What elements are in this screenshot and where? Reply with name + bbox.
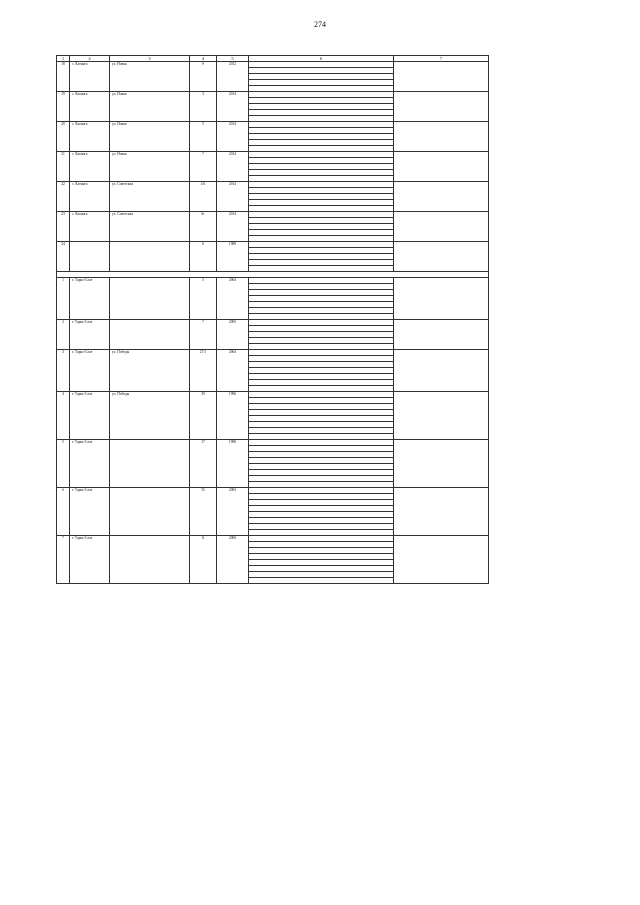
street-cell [110, 242, 190, 272]
work-code-cell [394, 440, 489, 488]
repair-register-table [56, 55, 489, 584]
house-number-cell: 11 [190, 536, 217, 584]
work-code-cell [394, 278, 489, 320]
year-cell: 2012 [217, 62, 249, 92]
row-number-cell: 21 [57, 152, 70, 182]
row-number-cell: 22 [57, 182, 70, 212]
settlement-cell: г. Тарко-Сале [70, 536, 110, 584]
street-cell: ул. Советская [110, 212, 190, 242]
year-cell: 2004 [217, 278, 249, 320]
street-cell: ул. Новая [110, 62, 190, 92]
work-item-cell [249, 578, 394, 584]
year-cell: 1996 [217, 392, 249, 440]
house-number-cell: 5 [190, 278, 217, 320]
row-number-cell: 7 [57, 536, 70, 584]
street-cell [110, 440, 190, 488]
house-number-cell: 3 [190, 92, 217, 122]
work-code-cell [394, 350, 489, 392]
column-number: 5 [217, 56, 249, 62]
street-cell: ул. Новая [110, 122, 190, 152]
register-body [57, 56, 489, 584]
row-number-cell: 3 [57, 350, 70, 392]
house-number-cell: 6г [190, 212, 217, 242]
house-number-cell: 7 [190, 152, 217, 182]
column-number: 1 [57, 56, 70, 62]
column-number: 2 [70, 56, 110, 62]
year-cell: 1989 [217, 242, 249, 272]
work-code-cell [394, 488, 489, 536]
row-number-cell: 4 [57, 392, 70, 440]
work-code-cell [394, 92, 489, 122]
year-cell: 2003 [217, 488, 249, 536]
row-number-cell: 2 [57, 320, 70, 350]
settlement-cell: г. Тарко-Сале [70, 488, 110, 536]
work-code-cell [394, 152, 489, 182]
street-cell [110, 320, 190, 350]
page-number: 274 [314, 20, 326, 29]
work-code-cell [394, 122, 489, 152]
settlement-cell: г. Тарко-Сале [70, 350, 110, 392]
work-code-cell [394, 392, 489, 440]
work-code-cell [394, 320, 489, 350]
row-number-cell: 24 [57, 242, 70, 272]
house-number-cell: 6 [190, 242, 217, 272]
year-cell: 2004 [217, 350, 249, 392]
street-cell: ул. Победы [110, 350, 190, 392]
settlement-cell: с. Катанга [70, 62, 110, 92]
work-code-cell [394, 242, 489, 272]
row-number-cell: 20 [57, 122, 70, 152]
row-number-cell: 1 [57, 278, 70, 320]
settlement-cell: г. Тарко-Сале [70, 320, 110, 350]
year-cell: 1998 [217, 440, 249, 488]
street-cell: ул. Победы [110, 392, 190, 440]
house-number-cell: 9 [190, 62, 217, 92]
row-number-cell: 18 [57, 62, 70, 92]
column-number: 6 [249, 56, 394, 62]
street-cell: ул. Новая [110, 152, 190, 182]
house-number-cell: 4А [190, 182, 217, 212]
year-cell: 2014 [217, 122, 249, 152]
column-number: 3 [110, 56, 190, 62]
work-code-cell [394, 182, 489, 212]
street-cell: ул. Новая [110, 92, 190, 122]
settlement-cell: г. Тарко-Сале [70, 278, 110, 320]
year-cell: 2014 [217, 212, 249, 242]
year-cell: 2014 [217, 152, 249, 182]
house-number-cell: 7 [190, 320, 217, 350]
column-number: 7 [394, 56, 489, 62]
house-number-cell: 17 [190, 440, 217, 488]
street-cell: ул. Советская [110, 182, 190, 212]
settlement-cell: с. Катанга [70, 122, 110, 152]
row-number-cell: 23 [57, 212, 70, 242]
year-cell: 2014 [217, 92, 249, 122]
work-code-cell [394, 536, 489, 584]
settlement-cell: с. Катанга [70, 212, 110, 242]
year-cell: 2005 [217, 320, 249, 350]
work-code-cell [394, 62, 489, 92]
house-number-cell: 27/1 [190, 350, 217, 392]
street-cell [110, 536, 190, 584]
work-code-cell [394, 212, 489, 242]
row-number-cell: 6 [57, 488, 70, 536]
row-number-cell: 5 [57, 440, 70, 488]
house-number-cell: 39 [190, 392, 217, 440]
settlement-cell [70, 242, 110, 272]
settlement-cell: г. Тарко-Сале [70, 440, 110, 488]
settlement-cell: с. Катанга [70, 92, 110, 122]
settlement-cell: с. Катанга [70, 182, 110, 212]
street-cell [110, 488, 190, 536]
row-number-cell: 19 [57, 92, 70, 122]
house-number-cell: 5 [190, 122, 217, 152]
settlement-cell: с. Катанга [70, 152, 110, 182]
year-cell: 2000 [217, 536, 249, 584]
column-number: 4 [190, 56, 217, 62]
street-cell [110, 278, 190, 320]
year-cell: 2014 [217, 182, 249, 212]
settlement-cell: г. Тарко-Сале [70, 392, 110, 440]
house-number-cell: 35 [190, 488, 217, 536]
